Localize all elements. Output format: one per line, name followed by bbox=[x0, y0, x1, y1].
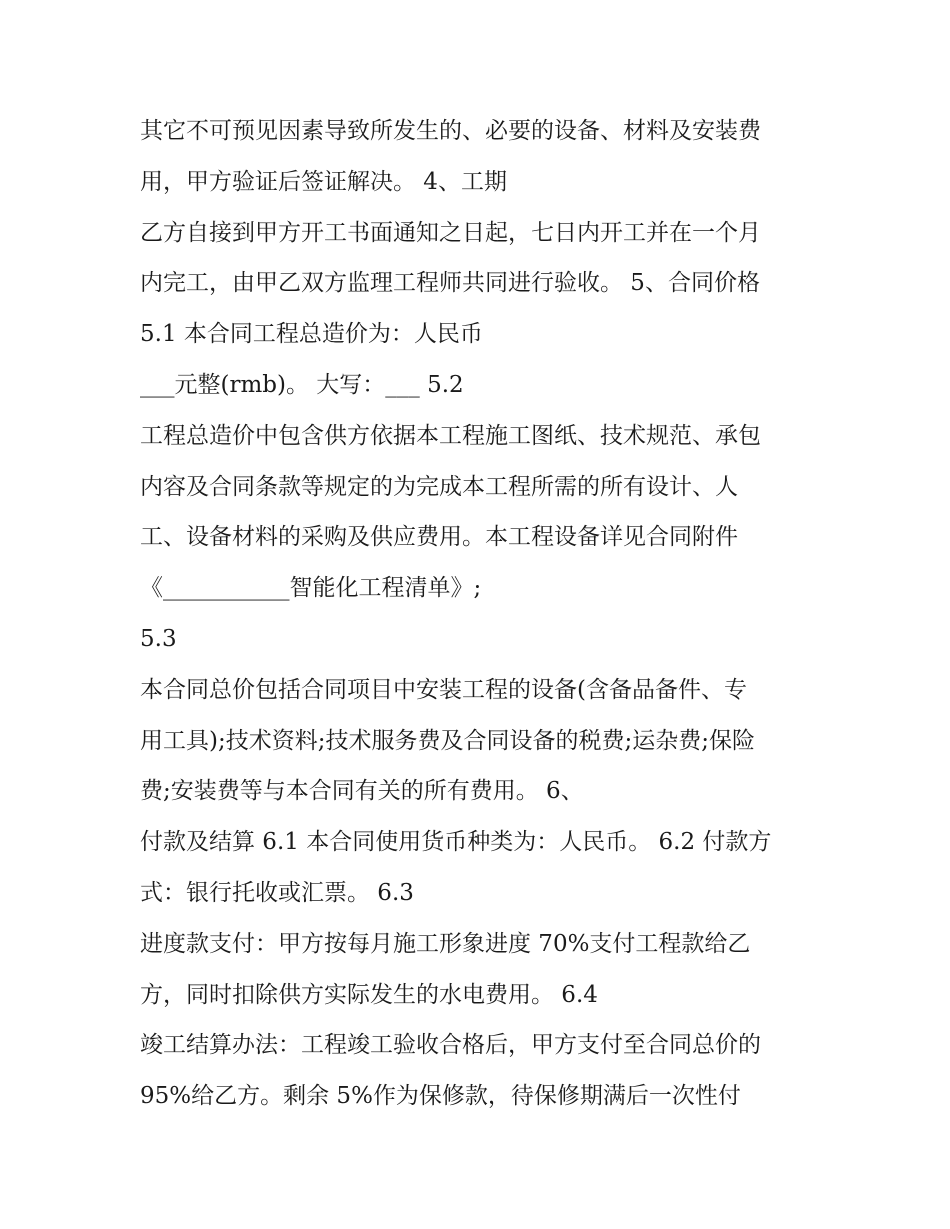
text-line: 5.1 本合同工程总造价为：人民币 bbox=[140, 321, 483, 348]
text-line: 其它不可预见因素导致所发生的、必要的设备、材料及安装费 bbox=[140, 118, 761, 144]
text-line: 用，甲方验证后签证解决。 4、工期 bbox=[140, 168, 507, 195]
text-line: 95%给乙方。剩余 5%作为保修款，待保修期满后一次性付 bbox=[140, 1083, 741, 1110]
text-line: 《___________智能化工程清单》; bbox=[140, 575, 482, 602]
text-line: 付款及结算 6.1 本合同使用货币种类为：人民币。 6.2 付款方 bbox=[140, 829, 772, 856]
text-line: 本合同总价包括合同项目中安装工程的设备(含备品备件、专 bbox=[140, 676, 747, 703]
document-body bbox=[140, 106, 820, 1122]
text-line: 工程总造价中包含供方依据本工程施工图纸、技术规范、承包 bbox=[140, 422, 761, 449]
text-line: 费;安装费等与本合同有关的所有费用。 6、 bbox=[140, 778, 584, 805]
text-line: 方，同时扣除供方实际发生的水电费用。 6.4 bbox=[140, 981, 598, 1008]
text-line: 乙方自接到甲方开工书面通知之日起，七日内开工并在一个月 bbox=[140, 219, 761, 246]
text-line: 用工具);技术资料;技术服务费及合同设备的税费;运杂费;保险 bbox=[140, 727, 755, 754]
text-line: 内完工，由甲乙双方监理工程师共同进行验收。 5、合同价格 bbox=[140, 270, 760, 297]
text-line: 5.3 bbox=[140, 625, 177, 652]
text-line: 内容及合同条款等规定的为完成本工程所需的所有设计、人 bbox=[140, 473, 738, 500]
text-line: 竣工结算办法：工程竣工验收合格后，甲方支付至合同总价的 bbox=[140, 1032, 761, 1059]
text-line: 进度款支付：甲方按每月施工形象进度 70%支付工程款给乙 bbox=[140, 930, 751, 957]
text-line: ___元整(rmb)。 大写：___ 5.2 bbox=[140, 371, 464, 398]
text-line: 工、设备材料的采购及供应费用。本工程设备详见合同附件 bbox=[140, 524, 738, 551]
text-line: 式：银行托收或汇票。 6.3 bbox=[140, 879, 414, 906]
